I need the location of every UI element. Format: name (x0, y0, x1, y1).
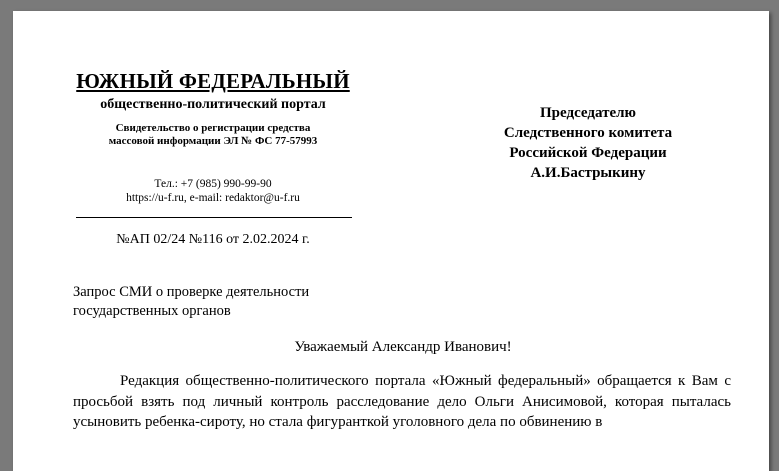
reference-number: №АП 02/24 №116 от 2.02.2024 г. (116, 232, 310, 247)
addressee-line-3: Российской Федерации (509, 145, 667, 161)
addressee-line-2: Следственного комитета (503, 125, 673, 141)
contact-phone: Тел.: +7 (985) 990-99-90 (154, 178, 272, 190)
body-paragraph: Редакция общественно-политического портала «Южный федеральный» обращается к Вам с просьбой взять под личный контроль расследование дело Ольги Анисимовой, которая пыталась усыновить ребенка-сироту, но стала фигуранткой уголовного дела по обвинению в (73, 373, 731, 430)
salutation: Уважаемый Александр Иванович! (294, 339, 512, 355)
subject-line-1: Запрос СМИ о проверке деятельности (73, 284, 310, 300)
registration-line-1: Свидетельство о регистрации средства (115, 122, 311, 134)
outlet-subtitle: общественно-политический портал (100, 97, 326, 112)
addressee-line-1: Председателю (540, 105, 636, 121)
letterhead-divider (76, 217, 352, 218)
subject-line-2: государственных органов (73, 303, 231, 319)
contact-web-email: https://u-f.ru, e-mail: redaktor@u-f.ru (126, 192, 300, 204)
addressee-line-4: А.И.Бастрыкину (530, 165, 646, 181)
document-page (13, 11, 769, 471)
registration-line-2: массовой информации ЭЛ № ФС 77-57993 (108, 135, 318, 147)
outlet-name: ЮЖНЫЙ ФЕДЕРАЛЬНЫЙ (76, 69, 350, 93)
